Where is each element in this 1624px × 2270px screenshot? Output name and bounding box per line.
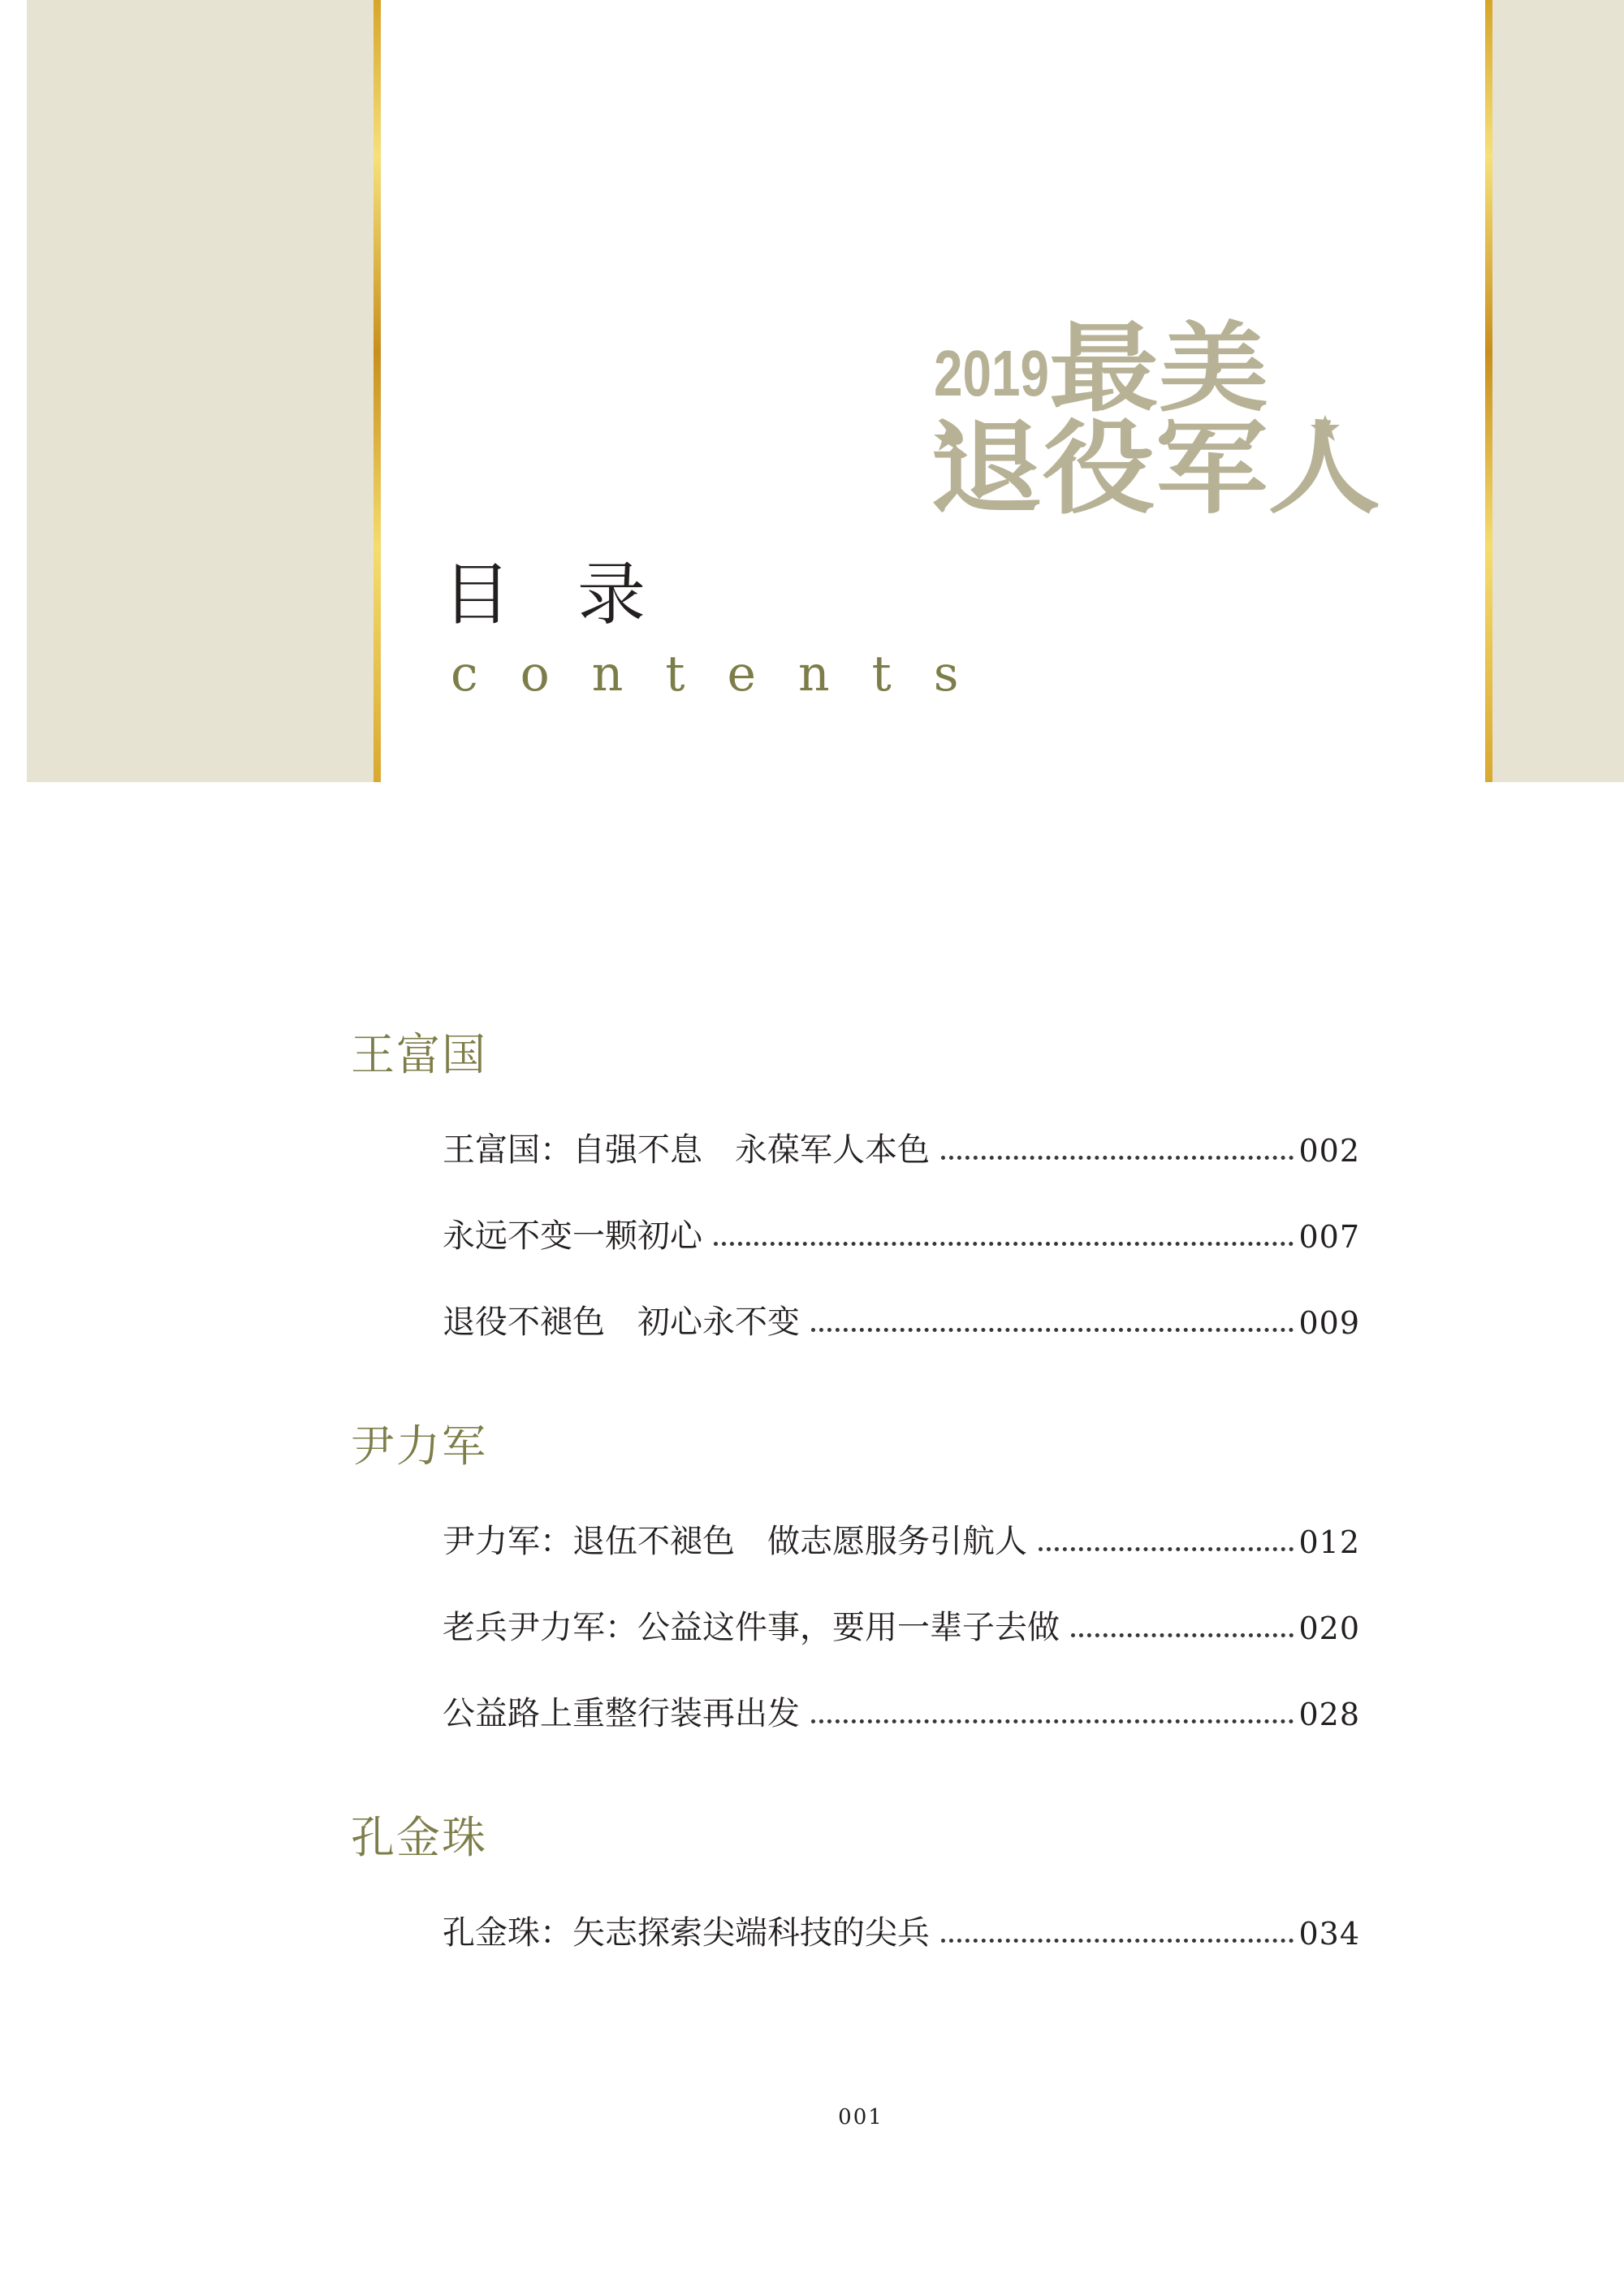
toc-entry[interactable] bbox=[443, 1595, 1360, 1644]
toc-entry[interactable] bbox=[443, 1900, 1360, 1952]
entry-page: 034 bbox=[1298, 1916, 1360, 1952]
logo-line2: 退役军人 bbox=[930, 410, 1380, 528]
entry-page: 007 bbox=[1298, 1219, 1360, 1255]
logo-year: 2019 bbox=[934, 337, 1049, 409]
section-heading: 孔金珠 bbox=[351, 1812, 487, 1863]
entry-page: 012 bbox=[1298, 1524, 1360, 1560]
entry-page: 020 bbox=[1298, 1611, 1360, 1646]
entry-page: 002 bbox=[1298, 1133, 1360, 1169]
right-decor-band bbox=[1492, 0, 1624, 782]
section-heading: 尹力军 bbox=[351, 1420, 487, 1472]
entry-title: 永远不变一颗初心 bbox=[443, 1217, 702, 1255]
section-heading: 王富国 bbox=[351, 1029, 487, 1080]
left-gold-line bbox=[374, 0, 381, 782]
entry-title: 孔金珠：矢志探索尖端科技的尖兵 bbox=[443, 1914, 930, 1952]
dot-leader bbox=[1071, 1633, 1294, 1637]
toc-entry[interactable] bbox=[443, 1204, 1360, 1255]
dot-leader bbox=[811, 1719, 1294, 1723]
toc-entry[interactable] bbox=[443, 1290, 1360, 1341]
dot-leader bbox=[714, 1242, 1294, 1246]
entry-title: 退役不褪色 初心永不变 bbox=[443, 1304, 800, 1341]
entry-title: 王富国：自强不息 永葆军人本色 bbox=[443, 1131, 930, 1169]
right-gold-line bbox=[1485, 0, 1492, 782]
toc-entry[interactable] bbox=[443, 1509, 1360, 1558]
dot-leader bbox=[811, 1328, 1294, 1332]
entry-title: 尹力军：退伍不褪色 做志愿服务引航人 bbox=[443, 1523, 1027, 1560]
toc-title: 目录 bbox=[443, 555, 713, 634]
entry-page: 009 bbox=[1298, 1305, 1360, 1341]
dot-leader bbox=[941, 1939, 1294, 1943]
left-decor-band bbox=[27, 0, 374, 782]
toc-entry[interactable] bbox=[443, 1681, 1360, 1730]
entry-title: 公益路上重整行装再出发 bbox=[443, 1695, 800, 1732]
toc-entry[interactable] bbox=[443, 1118, 1360, 1169]
logo-2019-best-veterans bbox=[926, 305, 1389, 548]
entry-page: 028 bbox=[1298, 1697, 1360, 1732]
logo-line1: 最美 bbox=[1049, 313, 1268, 426]
toc-subtitle: contents bbox=[451, 646, 1001, 703]
dot-leader bbox=[1039, 1547, 1294, 1551]
page-number: 001 bbox=[838, 2105, 883, 2129]
dot-leader bbox=[941, 1156, 1294, 1160]
entry-title: 老兵尹力军：公益这件事，要用一辈子去做 bbox=[443, 1609, 1060, 1646]
